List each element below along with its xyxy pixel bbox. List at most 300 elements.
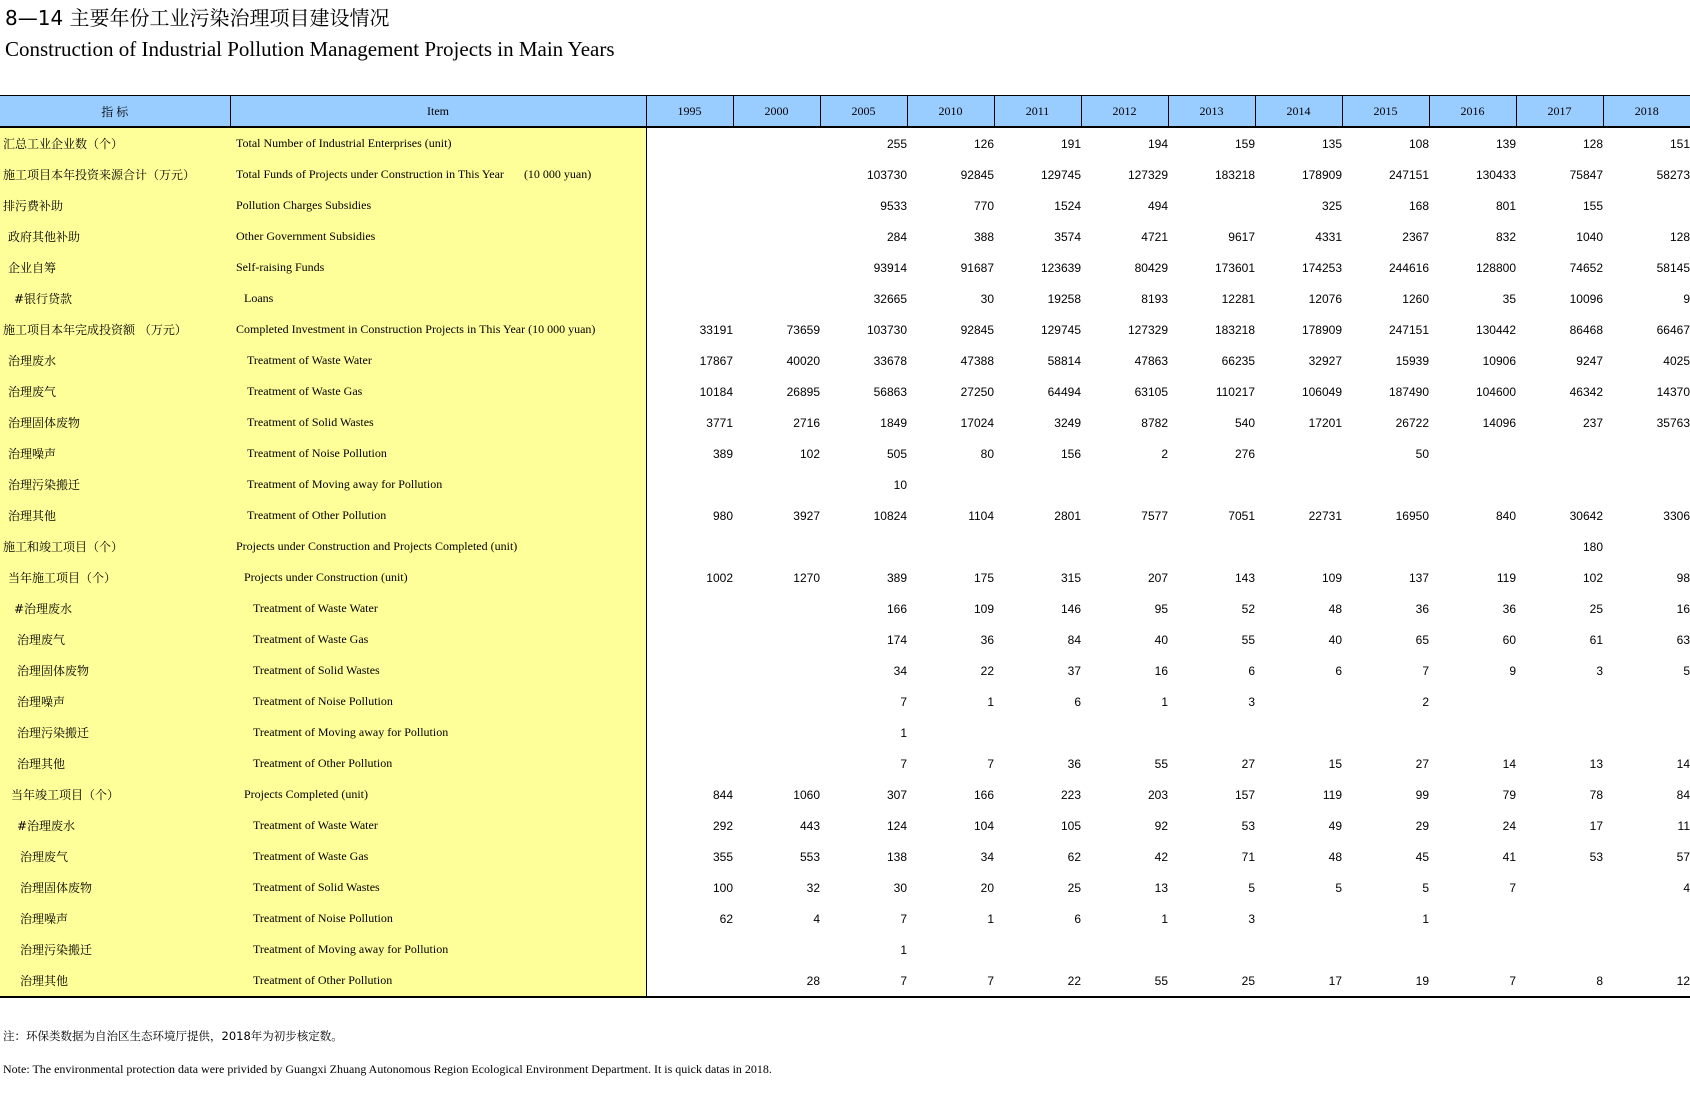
cell-value: 183218	[1214, 167, 1255, 182]
cell-value: 14370	[1656, 384, 1690, 399]
cell-value: 9533	[880, 198, 907, 213]
cell-value: 159	[1234, 136, 1255, 151]
cell-value: 1060	[793, 787, 820, 802]
row-label-en	[230, 159, 646, 190]
cell-value	[646, 934, 733, 965]
row-label-en-text: Treatment of Solid Wastes	[253, 880, 380, 894]
row-label-en	[230, 562, 646, 593]
table-row	[0, 127, 1690, 159]
cell-value: 130442	[1475, 322, 1516, 337]
cell-value: 102	[799, 446, 820, 461]
cell-value: 36	[980, 632, 994, 647]
table-row	[0, 593, 1690, 624]
cell-value: 130433	[1475, 167, 1516, 182]
cell-value: 56863	[873, 384, 907, 399]
cell-value	[1342, 469, 1429, 500]
cell-value	[1603, 686, 1690, 717]
cell-value: 36	[1067, 756, 1081, 771]
cell-value: 7	[907, 965, 994, 997]
cell-value	[1603, 531, 1690, 562]
row-label-en	[230, 531, 646, 562]
cell-value: 1	[987, 911, 994, 926]
row-label-en	[230, 221, 646, 252]
cell-value: 30642	[1569, 508, 1603, 523]
cell-value: 30	[893, 880, 907, 895]
cell-value	[646, 190, 733, 221]
cell-value: 1849	[880, 415, 907, 430]
table-row	[0, 655, 1690, 686]
cell-value	[646, 159, 733, 190]
cell-value	[1516, 469, 1603, 500]
cell-value: 24	[1502, 818, 1516, 833]
cell-value: 443	[799, 818, 820, 833]
cell-value	[994, 531, 1081, 562]
cell-value: 73659	[786, 322, 820, 337]
header-year: 2012	[1081, 96, 1168, 128]
row-label-cn: 当年施工项目（个）	[0, 562, 230, 593]
cell-value	[907, 934, 994, 965]
cell-value: 276	[1234, 446, 1255, 461]
table-title-cn: 8—14 主要年份工业污染治理项目建设情况	[5, 6, 390, 30]
header-year: 2018	[1603, 96, 1690, 128]
table-row	[0, 469, 1690, 500]
header-row	[0, 96, 1690, 128]
cell-value: 62	[719, 911, 733, 926]
row-label-en-text: Treatment of Solid Wastes	[247, 415, 374, 429]
cell-value: 55	[1241, 632, 1255, 647]
cell-value: 93914	[873, 260, 907, 275]
cell-value: 11	[1677, 818, 1690, 833]
row-label-en	[230, 500, 646, 531]
cell-value: 255	[886, 136, 907, 151]
table-row	[0, 841, 1690, 872]
cell-value	[733, 190, 820, 221]
cell-value: 86468	[1569, 322, 1603, 337]
cell-value: 65	[1415, 632, 1429, 647]
row-label-en	[230, 810, 646, 841]
cell-value: 36	[1415, 601, 1429, 616]
cell-value: 103730	[866, 167, 907, 182]
cell-value	[1429, 438, 1516, 469]
cell-value	[646, 593, 733, 624]
row-label-en	[230, 593, 646, 624]
table-row	[0, 872, 1690, 903]
cell-value	[1342, 531, 1429, 562]
cell-value: 41	[1502, 849, 1516, 864]
cell-value: 157	[1234, 787, 1255, 802]
cell-value	[646, 686, 733, 717]
row-label-en	[230, 469, 646, 500]
cell-value: 6	[1335, 663, 1342, 678]
cell-value: 17	[1589, 818, 1603, 833]
cell-value: 2367	[1402, 229, 1429, 244]
header-year: 1995	[646, 96, 733, 128]
header-year: 2010	[907, 96, 994, 128]
row-label-cn: 政府其他补助	[0, 221, 230, 252]
row-label-en	[230, 779, 646, 810]
row-label-en-text: Self-raising Funds	[236, 260, 325, 274]
cell-value: 92845	[960, 322, 994, 337]
cell-value: 4025	[1663, 353, 1690, 368]
cell-value: 27	[1241, 756, 1255, 771]
cell-value: 119	[1322, 787, 1342, 802]
row-label-en-text: Treatment of Waste Gas	[253, 632, 369, 646]
cell-value: 4331	[1315, 229, 1342, 244]
cell-value	[646, 469, 733, 500]
cell-value: 540	[1234, 415, 1255, 430]
cell-value	[1168, 469, 1255, 500]
row-label-cn: 治理其他	[0, 500, 230, 531]
cell-value: 37	[1067, 663, 1081, 678]
cell-value: 7	[900, 911, 907, 926]
cell-value: 247151	[1388, 167, 1429, 182]
cell-value: 30	[980, 291, 994, 306]
cell-value: 47388	[960, 353, 994, 368]
header-item: Item	[230, 96, 646, 128]
cell-value: 355	[712, 849, 733, 864]
cell-value	[646, 252, 733, 283]
row-label-en-text: Projects Completed (unit)	[244, 787, 368, 801]
row-label-cn: 治理固体废物	[0, 872, 230, 903]
cell-value: 180	[1582, 539, 1603, 554]
cell-value: 84	[1067, 632, 1081, 647]
row-label-cn: 施工项目本年投资来源合计（万元）	[0, 159, 230, 190]
header-year: 2005	[820, 96, 907, 128]
cell-value	[1429, 903, 1516, 934]
cell-value	[733, 624, 820, 655]
cell-value	[907, 717, 994, 748]
cell-value: 103730	[866, 322, 907, 337]
cell-value: 389	[886, 570, 907, 585]
cell-value: 10906	[1482, 353, 1516, 368]
row-label-en-text: Treatment of Other Pollution	[253, 756, 393, 770]
cell-value: 3927	[793, 508, 820, 523]
cell-value: 146	[1060, 601, 1081, 616]
row-label-en	[230, 376, 646, 407]
cell-value: 139	[1495, 136, 1516, 151]
cell-value: 58814	[1047, 353, 1081, 368]
cell-value: 8	[1516, 965, 1603, 997]
cell-value: 91687	[960, 260, 994, 275]
cell-value: 1002	[706, 570, 733, 585]
cell-value: 2716	[793, 415, 820, 430]
cell-value: 19	[1342, 965, 1429, 997]
cell-value: 770	[973, 198, 994, 213]
cell-value	[1603, 190, 1690, 221]
cell-value: 26722	[1395, 415, 1429, 430]
cell-value: 60	[1502, 632, 1516, 647]
header-year: 2014	[1255, 96, 1342, 128]
cell-value	[1429, 686, 1516, 717]
cell-value	[733, 159, 820, 190]
cell-value: 1524	[1054, 198, 1081, 213]
cell-value: 832	[1495, 229, 1516, 244]
cell-value: 32	[806, 880, 820, 895]
cell-value	[733, 655, 820, 686]
header-year: 2016	[1429, 96, 1516, 128]
cell-value: 4	[1683, 880, 1690, 895]
cell-value	[994, 469, 1081, 500]
cell-value: 75847	[1569, 167, 1603, 182]
row-label-en	[230, 252, 646, 283]
cell-value: 1	[987, 694, 994, 709]
row-label-cn: 治理废水	[0, 345, 230, 376]
row-label-en-text: Treatment of Waste Water	[247, 353, 372, 367]
footnote-cn: 注：环保类数据为自治区生态环境厅提供，2018年为初步核定数。	[3, 1029, 343, 1043]
cell-value: 12	[1603, 965, 1690, 997]
cell-value	[646, 748, 733, 779]
row-label-en-text: Treatment of Moving away for Pollution	[253, 725, 449, 739]
cell-value: 2	[1161, 446, 1168, 461]
table-title-en: Construction of Industrial Pollution Management Projects in Main Years	[5, 37, 615, 61]
cell-value: 388	[973, 229, 994, 244]
row-label-en-text: Loans	[244, 291, 274, 305]
table-row	[0, 531, 1690, 562]
row-label-en-text: Total Funds of Projects under Construction in This Year	[236, 167, 504, 181]
cell-value: 5	[1248, 880, 1255, 895]
cell-value: 80429	[1134, 260, 1168, 275]
cell-value: 173601	[1214, 260, 1255, 275]
cell-value	[1516, 438, 1603, 469]
cell-value	[994, 717, 1081, 748]
row-label-en-text: Treatment of Waste Gas	[247, 384, 363, 398]
cell-value: 1260	[1402, 291, 1429, 306]
cell-value	[1429, 934, 1516, 965]
row-label-en-text: Projects under Construction (unit)	[244, 570, 408, 584]
cell-value: 801	[1495, 198, 1516, 213]
cell-value: 178909	[1301, 167, 1342, 182]
table-row	[0, 252, 1690, 283]
cell-value	[733, 748, 820, 779]
row-label-en	[230, 624, 646, 655]
cell-value: 17024	[960, 415, 994, 430]
cell-value: 174	[886, 632, 907, 647]
cell-value	[1255, 469, 1342, 500]
table-row	[0, 903, 1690, 934]
cell-value: 10824	[873, 508, 907, 523]
cell-value	[1255, 686, 1342, 717]
cell-value: 127329	[1127, 322, 1168, 337]
table-row	[0, 159, 1690, 190]
cell-value: 9247	[1576, 353, 1603, 368]
row-label-en	[230, 407, 646, 438]
cell-value: 78	[1589, 787, 1603, 802]
cell-value	[646, 283, 733, 314]
cell-value: 48	[1328, 849, 1342, 864]
cell-value	[1342, 717, 1429, 748]
cell-value: 183218	[1214, 322, 1255, 337]
cell-value	[1429, 531, 1516, 562]
cell-value: 14	[1502, 756, 1516, 771]
row-label-cn: 治理噪声	[0, 903, 230, 934]
cell-value: 13	[1154, 880, 1168, 895]
cell-value: 33191	[699, 322, 733, 337]
row-label-cn: 治理污染搬迁	[0, 717, 230, 748]
cell-value: 187490	[1388, 384, 1429, 399]
cell-value: 3	[1248, 911, 1255, 926]
cell-value: 7	[1429, 965, 1516, 997]
cell-value: 22	[980, 663, 994, 678]
cell-value: 4	[813, 911, 820, 926]
cell-value	[1603, 934, 1690, 965]
cell-value: 52	[1241, 601, 1255, 616]
cell-value: 79	[1502, 787, 1516, 802]
cell-value: 35763	[1656, 415, 1690, 430]
cell-value: 47863	[1134, 353, 1168, 368]
cell-value: 55	[1081, 965, 1168, 997]
cell-value: 22731	[1308, 508, 1342, 523]
cell-value: 5	[1335, 880, 1342, 895]
cell-value: 32665	[873, 291, 907, 306]
cell-value: 2801	[1054, 508, 1081, 523]
row-label-en	[230, 748, 646, 779]
row-label-cn: 治理固体废物	[0, 407, 230, 438]
cell-value: 1	[1422, 911, 1429, 926]
cell-value	[733, 934, 820, 965]
cell-value: 5	[1683, 663, 1690, 678]
cell-value: 25	[1168, 965, 1255, 997]
cell-value: 84	[1676, 787, 1690, 802]
cell-value: 194	[1147, 136, 1168, 151]
cell-value: 237	[1582, 415, 1603, 430]
cell-value: 178909	[1301, 322, 1342, 337]
cell-value: 33678	[873, 353, 907, 368]
cell-value	[1429, 717, 1516, 748]
table-row	[0, 438, 1690, 469]
cell-value: 27250	[960, 384, 994, 399]
cell-value: 5	[1422, 880, 1429, 895]
row-label-en	[230, 717, 646, 748]
cell-value: 34	[893, 663, 907, 678]
table-row	[0, 314, 1690, 345]
cell-value	[907, 469, 994, 500]
cell-value	[1168, 531, 1255, 562]
cell-value: 1270	[793, 570, 820, 585]
cell-value: 3306	[1663, 508, 1690, 523]
cell-value: 62	[1067, 849, 1081, 864]
row-label-en-text: Total Number of Industrial Enterprises (unit)	[236, 136, 452, 150]
cell-value: 244616	[1388, 260, 1429, 275]
cell-value: 143	[1234, 570, 1255, 585]
cell-value	[646, 127, 733, 159]
cell-value: 110217	[1215, 384, 1255, 399]
cell-value: 1	[1161, 911, 1168, 926]
cell-value: 7	[900, 694, 907, 709]
row-label-en	[230, 655, 646, 686]
row-label-en-unit: (10 000 yuan)	[523, 167, 592, 181]
cell-value	[1255, 903, 1342, 934]
cell-value: 12076	[1308, 291, 1342, 306]
row-label-cn: 治理其他	[0, 965, 230, 997]
cell-value: 63105	[1134, 384, 1168, 399]
cell-value: 7	[1509, 880, 1516, 895]
table-row	[0, 376, 1690, 407]
cell-value: 49	[1328, 818, 1342, 833]
cell-value: 155	[1582, 198, 1603, 213]
row-label-en	[230, 872, 646, 903]
cell-value	[1516, 686, 1603, 717]
cell-value	[646, 717, 733, 748]
cell-value	[733, 686, 820, 717]
table-row	[0, 407, 1690, 438]
cell-value: 1	[900, 942, 907, 957]
table-row	[0, 562, 1690, 593]
cell-value: 66235	[1221, 353, 1255, 368]
row-label-en	[230, 127, 646, 159]
cell-value: 55	[1154, 756, 1168, 771]
cell-value	[1081, 717, 1168, 748]
cell-value: 844	[712, 787, 733, 802]
cell-value: 4721	[1141, 229, 1168, 244]
cell-value: 128800	[1475, 260, 1516, 275]
cell-value: 17201	[1308, 415, 1342, 430]
cell-value: 50	[1415, 446, 1429, 461]
cell-value: 3249	[1054, 415, 1081, 430]
table-row	[0, 221, 1690, 252]
table-row	[0, 283, 1690, 314]
table-row	[0, 779, 1690, 810]
header-year: 2015	[1342, 96, 1429, 128]
cell-value: 553	[799, 849, 820, 864]
cell-value	[646, 655, 733, 686]
cell-value: 119	[1496, 570, 1516, 585]
cell-value	[1603, 903, 1690, 934]
cell-value: 53	[1589, 849, 1603, 864]
cell-value: 35	[1502, 291, 1516, 306]
cell-value: 129745	[1040, 322, 1081, 337]
cell-value: 92	[1154, 818, 1168, 833]
cell-value	[820, 531, 907, 562]
cell-value: 16	[1154, 663, 1168, 678]
table-row	[0, 965, 1690, 997]
cell-value: 7	[987, 756, 994, 771]
cell-value: 7	[900, 756, 907, 771]
cell-value	[733, 531, 820, 562]
row-label-cn: 治理废气	[0, 841, 230, 872]
cell-value: 40	[1154, 632, 1168, 647]
row-label-en-text: Treatment of Solid Wastes	[253, 663, 380, 677]
cell-value: 980	[712, 508, 733, 523]
row-label-cn: 治理噪声	[0, 686, 230, 717]
row-label-en-text: Treatment of Waste Gas	[253, 849, 369, 863]
cell-value: 138	[886, 849, 907, 864]
cell-value: 3	[1248, 694, 1255, 709]
cell-value: 20	[980, 880, 994, 895]
row-label-cn: 治理噪声	[0, 438, 230, 469]
cell-value: 29	[1415, 818, 1429, 833]
cell-value: 71	[1241, 849, 1255, 864]
header-year: 2011	[994, 96, 1081, 128]
cell-value: 6	[1074, 911, 1081, 926]
cell-value	[1516, 903, 1603, 934]
header-year: 2013	[1168, 96, 1255, 128]
cell-value	[907, 531, 994, 562]
cell-value: 203	[1147, 787, 1168, 802]
table-row	[0, 624, 1690, 655]
cell-value: 1040	[1576, 229, 1603, 244]
row-label-cn: 治理其他	[0, 748, 230, 779]
cell-value: 66467	[1656, 322, 1690, 337]
row-label-en-text: Treatment of Noise Pollution	[253, 911, 393, 925]
cell-value	[1081, 469, 1168, 500]
cell-value	[1603, 717, 1690, 748]
cell-value: 109	[973, 601, 994, 616]
table-row	[0, 810, 1690, 841]
row-label-cn: 治理固体废物	[0, 655, 230, 686]
cell-value: 307	[886, 787, 907, 802]
cell-value: 1104	[968, 508, 994, 523]
cell-value: 40020	[786, 353, 820, 368]
